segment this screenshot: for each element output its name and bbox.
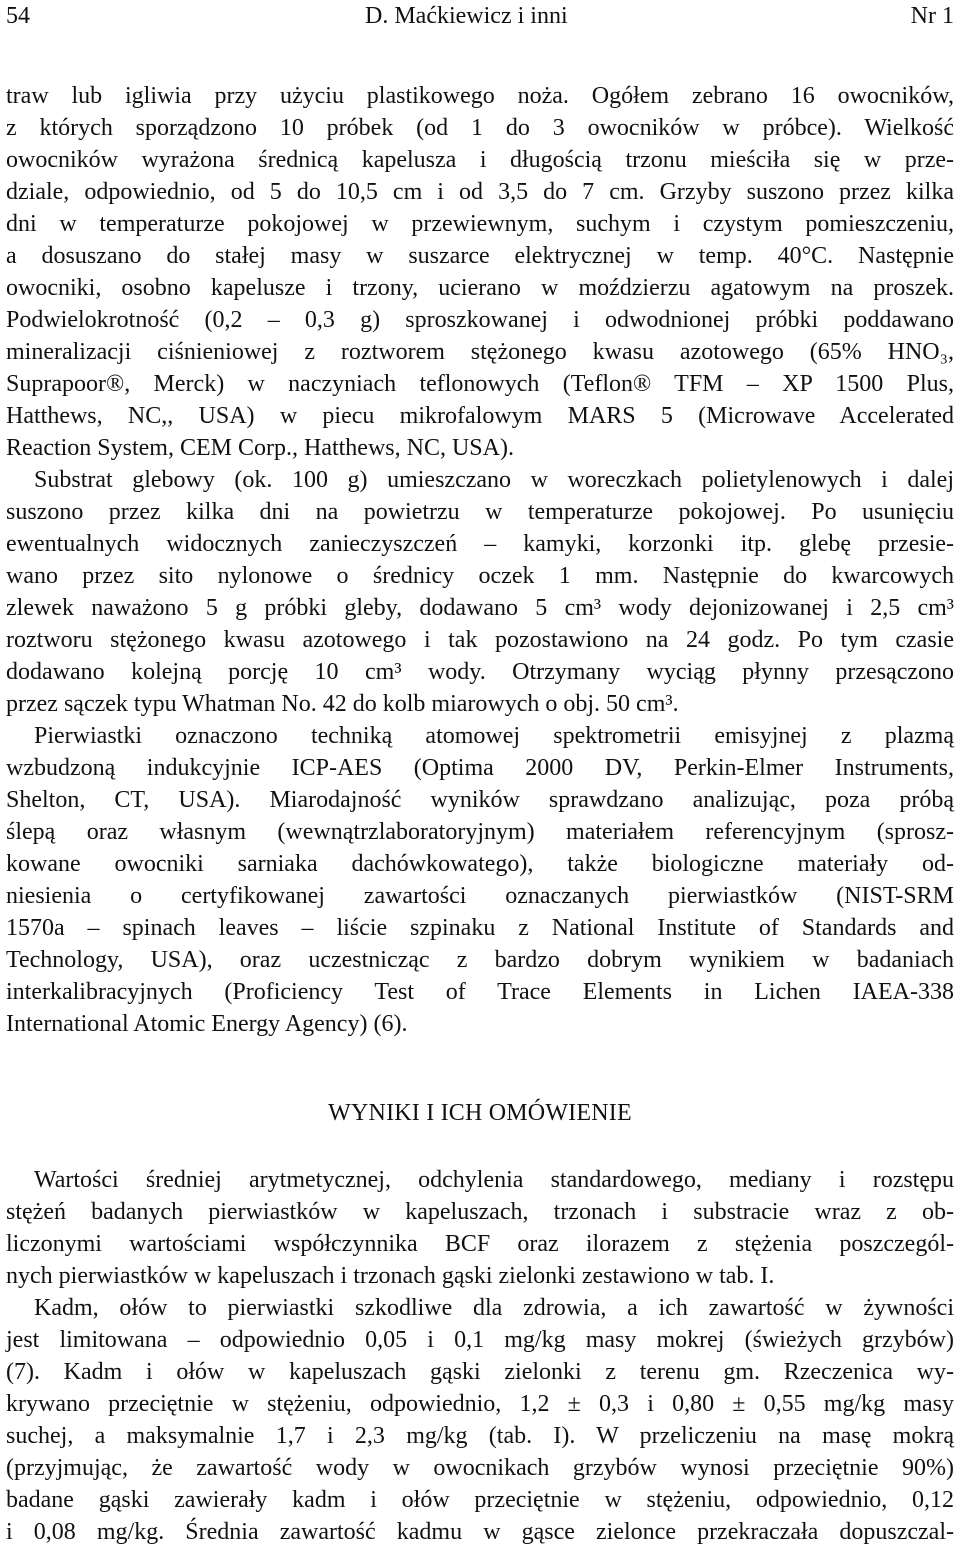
text-line: krywano przeciętnie w stężeniu, odpowiednio, 1,2 ± 0,3 i 0,80 ± 0,55 mg/kg masy — [6, 1391, 954, 1417]
text-line: stężeń badanych pierwiastków w kapeluszach, trzonach i substracie wraz z ob- — [6, 1199, 954, 1225]
text-line: i 0,08 mg/kg. Średnia zawartość kadmu w gąsce zielonce przekraczała dopuszczal- — [6, 1519, 954, 1545]
text-line: ślepą oraz własnym (wewnątrzlaboratoryjnym) materiałem referencyjnym (sprosz- — [6, 819, 954, 845]
text-line: Wartości średniej arytmetycznej, odchylenia standardowego, mediany i rozstępu — [34, 1167, 954, 1193]
text-line: (7). Kadm i ołów w kapeluszach gąski zielonki z terenu gm. Rzeczenica wy- — [6, 1359, 954, 1385]
text-line: 1570a – spinach leaves – liście szpinaku z National Institute of Standards and — [6, 915, 954, 941]
text-line: Podwielokrotność (0,2 – 0,3 g) sproszkowanej i odwodnionej próbki poddawano — [6, 307, 954, 333]
text-line: Pierwiastki oznaczono techniką atomowej spektrometrii emisyjnej z plazmą — [34, 723, 954, 749]
text-line: nych pierwiastków w kapeluszach i trzonach gąski zielonki zestawiono w tab. I. — [6, 1263, 775, 1289]
text-line: mineralizacji ciśnieniowej z roztworem stężonego kwasu azotowego (65% HNO₃, — [6, 339, 954, 365]
text-line: liczonymi wartościami współczynnika BCF oraz ilorazem z stężenia poszczegól- — [6, 1231, 954, 1257]
text-line: Suprapoor®, Merck) w naczyniach teflonowych (Teflon® TFM – XP 1500 Plus, — [6, 371, 954, 397]
issue-number: Nr 1 — [910, 3, 954, 29]
text-line: zlewek naważono 5 g próbki gleby, dodawano 5 cm³ wody dejonizowanej i 2,5 cm³ — [6, 595, 954, 621]
text-line: roztworu stężonego kwasu azotowego i tak pozostawiono na 24 godz. Po tym czasie — [6, 627, 954, 653]
text-line: Kadm, ołów to pierwiastki szkodliwe dla zdrowia, a ich zawartość w żywności — [34, 1295, 954, 1321]
text-line: Technology, USA), oraz uczestnicząc z bardzo dobrym wynikiem w badaniach — [6, 947, 954, 973]
text-line: kowane owocniki sarniaka dachówkowatego), także biologiczne materiały od- — [6, 851, 954, 877]
text-line: interkalibracyjnych (Proficiency Test of Trace Elements in Lichen IAEA-338 — [6, 979, 954, 1005]
running-header — [0, 0, 960, 32]
text-line: niesienia o certyfikowanej zawartości oznaczanych pierwiastków (NIST-SRM — [6, 883, 954, 909]
text-line: Hatthews, NC,, USA) w piecu mikrofalowym MARS 5 (Microwave Accelerated — [6, 403, 954, 429]
page-number: 54 — [6, 3, 30, 29]
text-line: wzbudzoną indukcyjnie ICP-AES (Optima 2000 DV, Perkin-Elmer Instruments, — [6, 755, 954, 781]
text-line: dodawano kolejną porcję 10 cm³ wody. Otrzymany wyciąg płynny przesączono — [6, 659, 954, 685]
text-line: a dosuszano do stałej masy w suszarce elektrycznej w temp. 40°C. Następnie — [6, 243, 954, 269]
text-line: z których sporządzono 10 próbek (od 1 do 3 owocników w próbce). Wielkość — [6, 115, 954, 141]
text-line: International Atomic Energy Agency) (6). — [6, 1011, 408, 1037]
section-heading: WYNIKI I ICH OMÓWIENIE — [328, 1100, 632, 1126]
text-line: suszono przez kilka dni na powietrzu w temperaturze pokojowej. Po usunięciu — [6, 499, 954, 525]
text-line: jest limitowana – odpowiednio 0,05 i 0,1 mg/kg masy mokrej (świeżych grzybów) — [6, 1327, 954, 1353]
running-title: D. Maćkiewicz i inni — [365, 3, 568, 29]
text-line: wano przez sito nylonowe o średnicy oczek 1 mm. Następnie do kwarcowych — [6, 563, 954, 589]
text-line: dni w temperaturze pokojowej w przewiewnym, suchym i czystym pomieszczeniu, — [6, 211, 954, 237]
text-line: suchej, a maksymalnie 1,7 i 2,3 mg/kg (tab. I). W przeliczeniu na masę mokrą — [6, 1423, 954, 1449]
text-line: owocniki, osobno kapelusze i trzony, ucierano w moździerzu agatowym na proszek. — [6, 275, 954, 301]
text-line: przez sączek typu Whatman No. 42 do kolb miarowych o obj. 50 cm³. — [6, 691, 679, 717]
text-line: traw lub igliwia przy użyciu plastikowego noża. Ogółem zebrano 16 owocników, — [6, 83, 954, 109]
text-line: ewentualnych widocznych zanieczyszczeń – kamyki, korzonki itp. glebę przesie- — [6, 531, 954, 557]
text-line: owocników wyrażona średnicą kapelusza i długością trzonu mieściła się w prze- — [6, 147, 954, 173]
text-line: Substrat glebowy (ok. 100 g) umieszczano w woreczkach polietylenowych i dalej — [34, 467, 954, 493]
text-line: (przyjmując, że zawartość wody w owocnikach grzybów wynosi przeciętnie 90%) — [6, 1455, 954, 1481]
text-line: Reaction System, CEM Corp., Hatthews, NC, USA). — [6, 435, 514, 461]
text-line: Shelton, CT, USA). Miarodajność wyników sprawdzano analizując, poza próbą — [6, 787, 954, 813]
text-line: dziale, odpowiednio, od 5 do 10,5 cm i od 3,5 do 7 cm. Grzyby suszono przez kilka — [6, 179, 954, 205]
text-line: badane gąski zawierały kadm i ołów przeciętnie w stężeniu, odpowiednio, 0,12 — [6, 1487, 954, 1513]
